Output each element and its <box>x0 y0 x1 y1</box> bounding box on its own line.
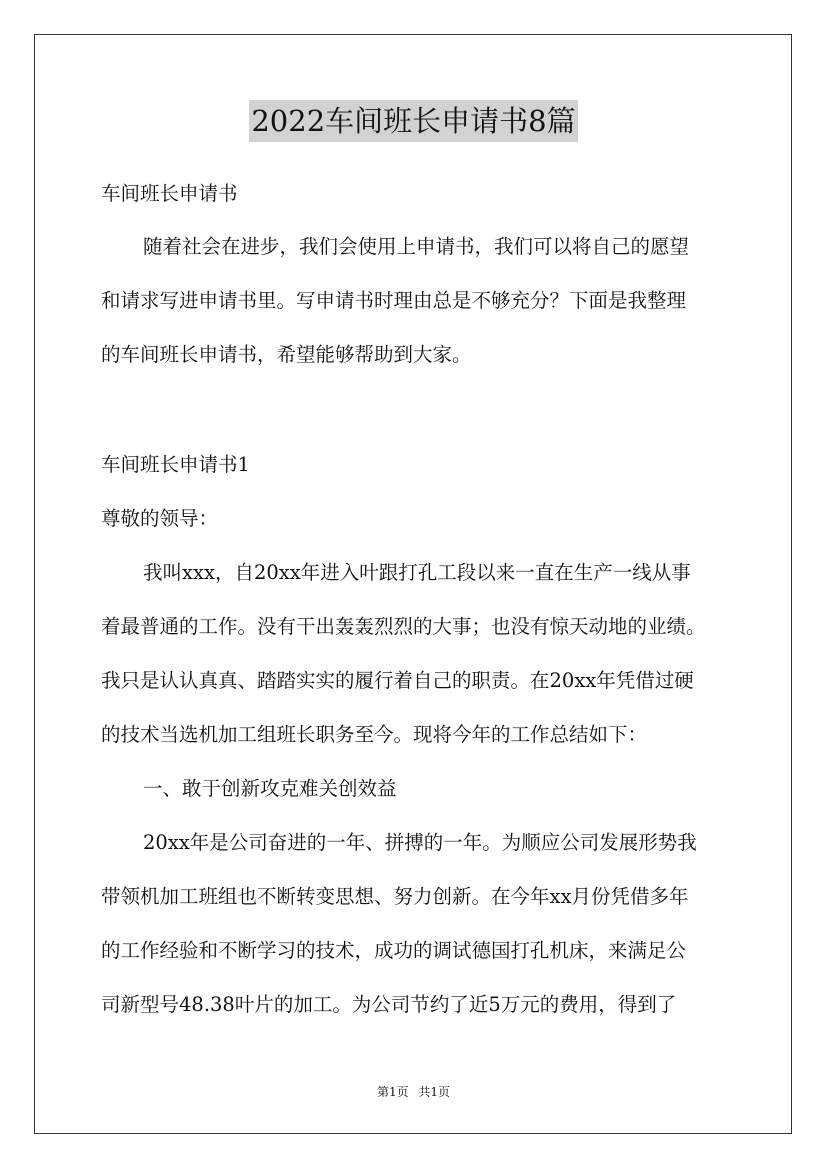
paragraph-line: 着最普通的工作。没有干出轰轰烈烈的大事；也没有惊天动地的业绩。 <box>101 615 706 638</box>
salutation: 尊敬的领导： <box>101 507 219 530</box>
paragraph-line: 司新型号48.38叶片的加工。为公司节约了近5万元的费用，得到了 <box>101 993 677 1016</box>
section-heading: 车间班长申请书 <box>101 182 238 205</box>
paragraph-line: 和请求写进申请书里。写申请书时理由总是不够充分？下面是我整理 <box>101 289 687 312</box>
paragraph-line: 的车间班长申请书，希望能够帮助到大家。 <box>101 343 472 366</box>
section-heading: 车间班长申请书1 <box>101 453 250 476</box>
paragraph-line: 的技术当选机加工组班长职务至今。现将今年的工作总结如下： <box>101 723 648 746</box>
subsection-heading: 一、敢于创新攻克难关创效益 <box>143 777 397 800</box>
paragraph-line: 带领机加工班组也不断转变思想、努力创新。在今年xx月份凭借多年 <box>101 885 689 908</box>
paragraph-line: 随着社会在进步，我们会使用上申请书，我们可以将自己的愿望 <box>143 235 690 258</box>
paragraph-line: 我叫xxx，自20xx年进入叶跟打孔工段以来一直在生产一线从事 <box>143 561 691 584</box>
title-container <box>0 100 827 142</box>
paragraph-line: 的工作经验和不断学习的技术，成功的调试德国打孔机床，来满足公 <box>101 939 687 962</box>
page-total: 共1页 <box>418 1085 451 1099</box>
document-title: 2022车间班长申请书8篇 <box>249 100 577 142</box>
paragraph-line: 我只是认认真真、踏踏实实的履行着自己的职责。在20xx年凭借过硬 <box>101 669 694 692</box>
page-footer <box>0 1084 827 1100</box>
paragraph-line: 20xx年是公司奋进的一年、拼搏的一年。为顺应公司发展形势我 <box>143 831 697 854</box>
page-number: 第1页 <box>376 1085 409 1099</box>
